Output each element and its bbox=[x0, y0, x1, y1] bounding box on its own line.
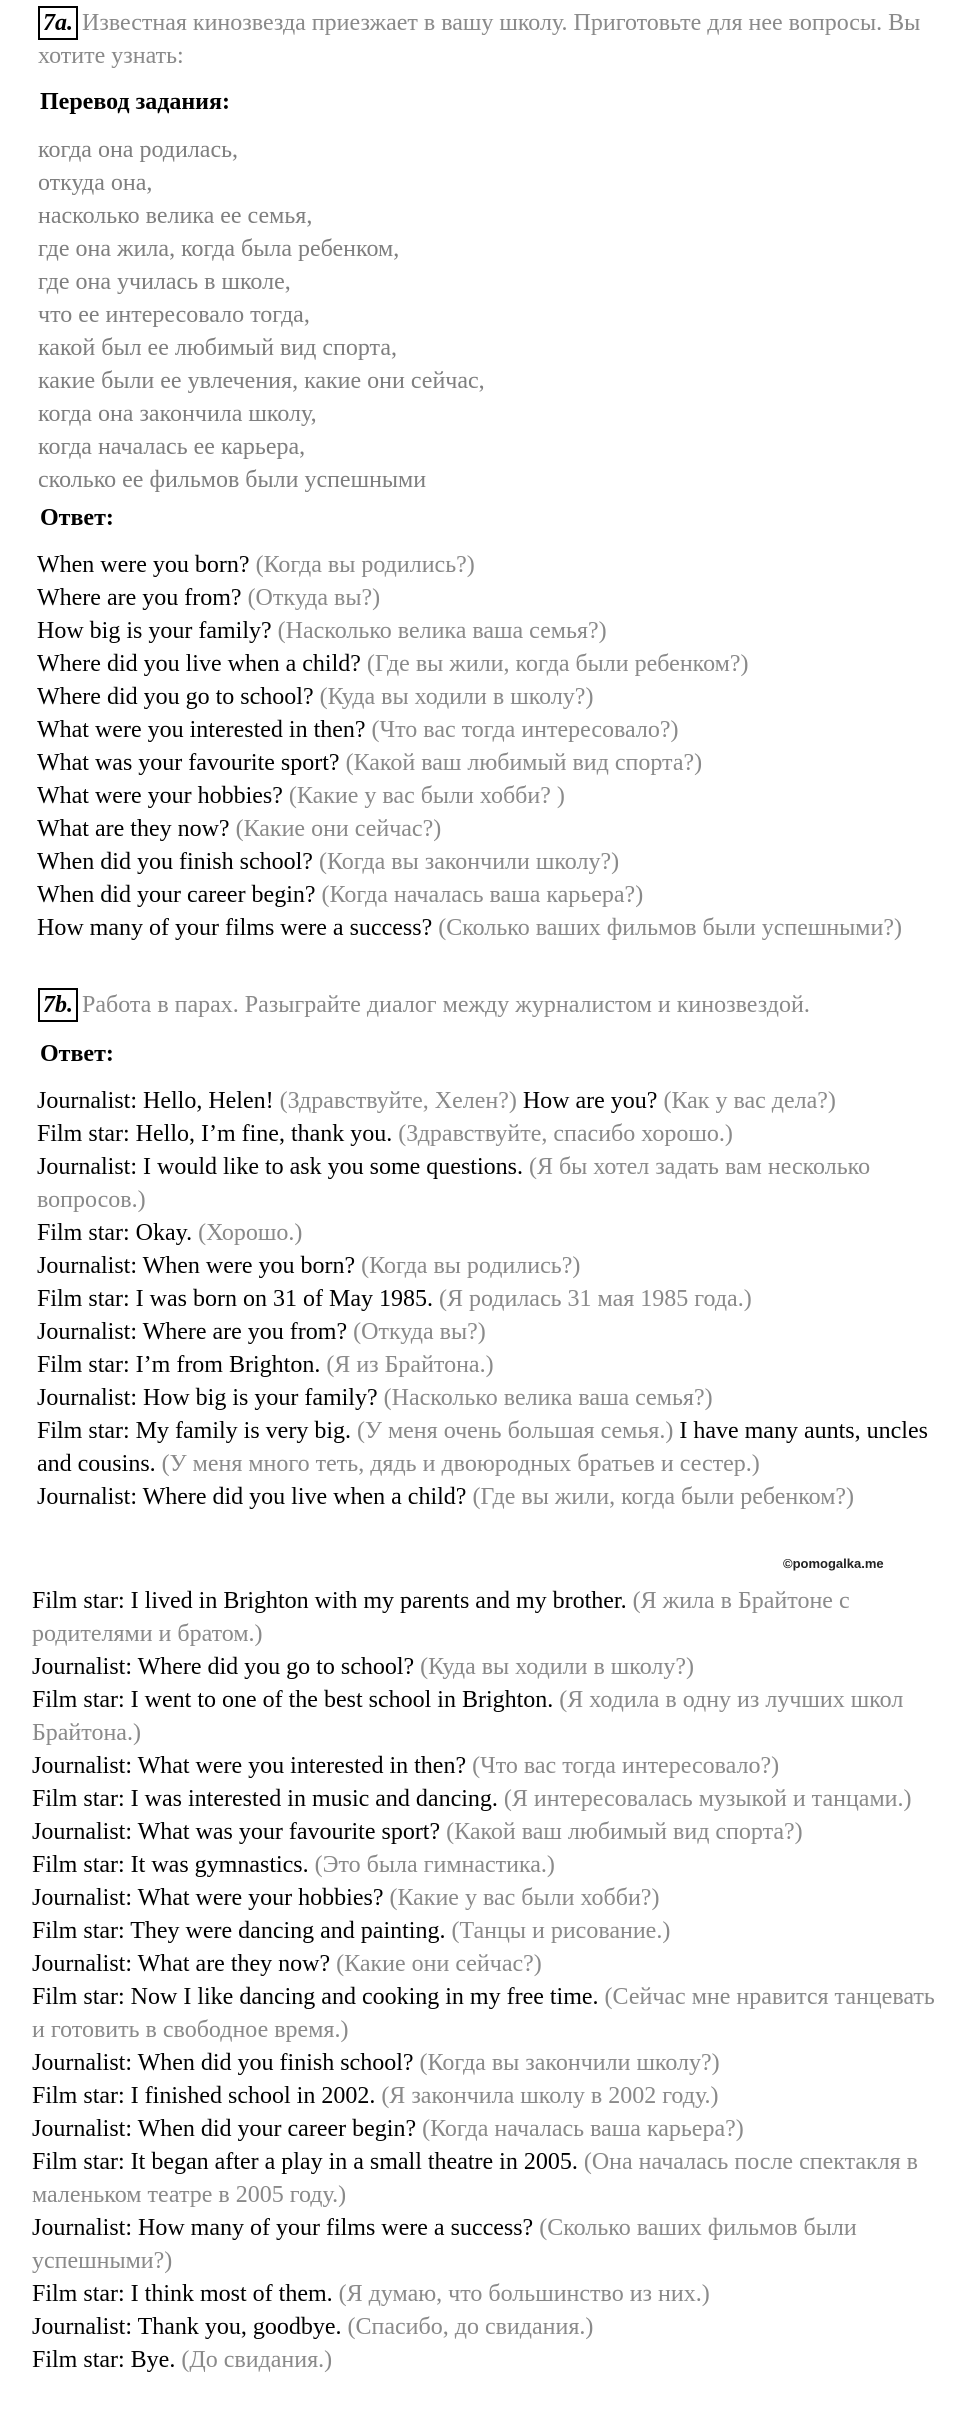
task-7b-header bbox=[38, 988, 938, 1022]
dialogue-line bbox=[32, 1981, 937, 2047]
answer-line bbox=[37, 714, 917, 747]
russian-translation: (Когда вы закончили школу?) bbox=[413, 2050, 720, 2076]
russian-translation: (Какие у вас были хобби? ) bbox=[282, 783, 565, 809]
dialogue-line bbox=[37, 1349, 937, 1382]
answer-line bbox=[37, 549, 917, 582]
english-text: Journalist: Where did you live when a child? bbox=[37, 1484, 467, 1510]
russian-translation: (Откуда вы?) bbox=[241, 585, 381, 611]
dialogue-line bbox=[32, 1816, 937, 1849]
dialogue-part-1 bbox=[37, 1085, 937, 1514]
english-text: When were you born? bbox=[37, 552, 250, 578]
dialogue-line bbox=[32, 2080, 937, 2113]
translation-item: когда она закончила школу, bbox=[38, 401, 317, 427]
translation-item: где она училась в школе, bbox=[38, 269, 291, 295]
translation-item: что ее интересовало тогда, bbox=[38, 302, 310, 328]
task-7b-text: Работа в парах. Разыграйте диалог между журналистом и кинозвездой. bbox=[82, 992, 810, 1018]
russian-translation: (Она началась после спектакля в маленьком театре в 2005 году.) bbox=[32, 2149, 919, 2208]
english-text: Film star: Bye. bbox=[32, 2347, 176, 2373]
russian-translation: (Это была гимнастика.) bbox=[308, 1852, 555, 1878]
english-text: Where did you go to school? bbox=[37, 684, 314, 710]
english-text: What are they now? bbox=[37, 816, 230, 842]
russian-translation: (Какой ваш любимый вид спорта?) bbox=[440, 1819, 803, 1845]
dialogue-line bbox=[32, 1882, 937, 1915]
english-text: Journalist: What was your favourite sport? bbox=[32, 1819, 441, 1845]
answer-line bbox=[37, 813, 917, 846]
russian-translation: (Какой ваш любимый вид спорта?) bbox=[339, 750, 703, 776]
task-7a-number: 7a. bbox=[38, 6, 78, 40]
russian-translation: (Как у вас дела?) bbox=[657, 1088, 836, 1114]
english-text: Where did you live when a child? bbox=[37, 651, 361, 677]
dialogue-line bbox=[32, 1585, 937, 1651]
translation-item: какой был ее любимый вид спорта, bbox=[38, 335, 397, 361]
dialogue-line bbox=[32, 1750, 937, 1783]
english-text: When did you finish school? bbox=[37, 849, 313, 875]
dialogue-line bbox=[32, 2278, 937, 2311]
russian-translation: (Я интересовалась музыкой и танцами.) bbox=[497, 1786, 912, 1812]
dialogue-line bbox=[37, 1118, 937, 1151]
russian-translation: (Сейчас мне нравится танцевать и готовить в свободное время.) bbox=[32, 1984, 935, 2043]
english-text: Journalist: Hello, Helen! bbox=[37, 1088, 274, 1114]
answer-line bbox=[37, 846, 917, 879]
translation-item: какие были ее увлечения, какие они сейчас, bbox=[38, 368, 485, 394]
english-text: What were you interested in then? bbox=[37, 717, 366, 743]
russian-translation: (У меня много теть, дядь и двоюродных братьев и сестер.) bbox=[155, 1451, 760, 1477]
watermark: ©pomogalka.me bbox=[783, 1556, 884, 1571]
dialogue-line bbox=[37, 1217, 937, 1250]
russian-translation: (Что вас тогда интересовало?) bbox=[365, 717, 679, 743]
russian-translation: (Когда вы родились?) bbox=[355, 1253, 581, 1279]
english-text: Journalist: Where are you from? bbox=[37, 1319, 348, 1345]
dialogue-line bbox=[32, 1948, 937, 1981]
russian-translation: (Я закончила школу в 2002 году.) bbox=[375, 2083, 719, 2109]
english-text: Journalist: When were you born? bbox=[37, 1253, 356, 1279]
dialogue-line bbox=[37, 1151, 937, 1217]
dialogue-line bbox=[32, 2113, 937, 2146]
translation-item: насколько велика ее семья, bbox=[38, 203, 313, 229]
english-text: Film star: They were dancing and painting. bbox=[32, 1918, 446, 1944]
dialogue-line bbox=[37, 1481, 937, 1514]
english-text: Journalist: Where did you go to school? bbox=[32, 1654, 415, 1680]
translation-item: где она жила, когда была ребенком, bbox=[38, 236, 400, 262]
english-text: Film star: I went to one of the best school in Brighton. bbox=[32, 1687, 554, 1713]
dialogue-line bbox=[32, 2311, 937, 2344]
dialogue-line bbox=[32, 2146, 937, 2212]
dialogue-line bbox=[32, 1915, 937, 1948]
english-text: Film star: I think most of them. bbox=[32, 2281, 333, 2307]
english-text: When did your career begin? bbox=[37, 882, 316, 908]
answer-line bbox=[37, 879, 917, 912]
dialogue-line bbox=[32, 1684, 937, 1750]
english-text: Film star: It was gymnastics. bbox=[32, 1852, 309, 1878]
english-text: Film star: I’m from Brighton. bbox=[37, 1352, 321, 1378]
english-text: Journalist: What were you interested in then? bbox=[32, 1753, 467, 1779]
english-text: Journalist: When did your career begin? bbox=[32, 2116, 417, 2142]
russian-translation: (Я жила в Брайтоне с родителями и братом.) bbox=[32, 1588, 850, 1647]
russian-translation: (Когда началась ваша карьера?) bbox=[416, 2116, 744, 2142]
russian-translation: (Когда началась ваша карьера?) bbox=[315, 882, 644, 908]
russian-translation: (Когда вы закончили школу?) bbox=[312, 849, 620, 875]
translation-list bbox=[38, 134, 918, 497]
task-7a-text: Известная кинозвезда приезжает в вашу школу. Приготовьте для нее вопросы. Вы хотите узнать: bbox=[38, 10, 921, 69]
answer-line bbox=[37, 747, 917, 780]
dialogue-line bbox=[32, 2047, 937, 2080]
russian-translation: (Хорошо.) bbox=[192, 1220, 303, 1246]
answer-7b-heading: Ответ: bbox=[40, 1041, 114, 1067]
english-text: Film star: Okay. bbox=[37, 1220, 193, 1246]
dialogue-line bbox=[37, 1415, 937, 1481]
russian-translation: (Я бы хотел задать вам несколько вопросов.) bbox=[37, 1154, 871, 1213]
answer-line bbox=[37, 648, 917, 681]
russian-translation: (У меня очень большая семья.) bbox=[350, 1418, 674, 1444]
answer-line bbox=[37, 780, 917, 813]
russian-translation: (Я родилась 31 мая 1985 года.) bbox=[432, 1286, 752, 1312]
answer-7a-heading: Ответ: bbox=[40, 505, 114, 531]
russian-translation: (До свидания.) bbox=[175, 2347, 333, 2373]
russian-translation: (Какие у вас были хобби?) bbox=[383, 1885, 660, 1911]
answer-line bbox=[37, 615, 917, 648]
dialogue-line bbox=[32, 1651, 937, 1684]
russian-translation: (Сколько ваших фильмов были успешными?) bbox=[32, 2215, 857, 2274]
russian-translation: (Я из Брайтона.) bbox=[320, 1352, 494, 1378]
russian-translation: (Какие они сейчас?) bbox=[229, 816, 442, 842]
dialogue-part-2 bbox=[32, 1585, 937, 2377]
russian-translation: (Здравствуйте, Хелен?) bbox=[273, 1088, 517, 1114]
dialogue-line bbox=[32, 1849, 937, 1882]
english-text: How many of your films were a success? bbox=[37, 915, 433, 941]
english-text: Journalist: What are they now? bbox=[32, 1951, 331, 1977]
russian-translation: (Какие они сейчас?) bbox=[330, 1951, 542, 1977]
russian-translation: (Куда вы ходили в школу?) bbox=[313, 684, 594, 710]
english-text: Film star: Now I like dancing and cooking in my free time. bbox=[32, 1984, 599, 2010]
answer-line bbox=[37, 582, 917, 615]
answer-line bbox=[37, 681, 917, 714]
translation-item: откуда она, bbox=[38, 170, 153, 196]
dialogue-line bbox=[37, 1085, 937, 1118]
russian-translation: (Где вы жили, когда были ребенком?) bbox=[360, 651, 749, 677]
dialogue-line bbox=[37, 1316, 937, 1349]
russian-translation: (Куда вы ходили в школу?) bbox=[414, 1654, 695, 1680]
english-text: Journalist: How big is your family? bbox=[37, 1385, 378, 1411]
english-text: I have many aunts, uncles and cousins. bbox=[37, 1418, 928, 1477]
russian-translation: (Сколько ваших фильмов были успешными?) bbox=[432, 915, 902, 941]
russian-translation: (Здравствуйте, спасибо хорошо.) bbox=[392, 1121, 733, 1147]
russian-translation: (Что вас тогда интересовало?) bbox=[466, 1753, 780, 1779]
russian-translation: (Я думаю, что большинство из них.) bbox=[332, 2281, 710, 2307]
dialogue-line bbox=[32, 2344, 937, 2377]
dialogue-line bbox=[37, 1382, 937, 1415]
task-7b-number: 7b. bbox=[38, 988, 78, 1022]
answer-7a-list bbox=[37, 549, 917, 945]
russian-translation: (Спасибо, до свидания.) bbox=[341, 2314, 594, 2340]
russian-translation: (Откуда вы?) bbox=[347, 1319, 486, 1345]
russian-translation: (Я ходила в одну из лучших школ Брайтона.) bbox=[32, 1687, 904, 1746]
english-text: How are you? bbox=[516, 1088, 658, 1114]
translation-heading: Перевод задания: bbox=[40, 89, 230, 115]
russian-translation: (Танцы и рисование.) bbox=[445, 1918, 671, 1944]
english-text: Film star: My family is very big. bbox=[37, 1418, 351, 1444]
english-text: Film star: Hello, I’m fine, thank you. bbox=[37, 1121, 393, 1147]
english-text: Journalist: What were your hobbies? bbox=[32, 1885, 384, 1911]
english-text: What was your favourite sport? bbox=[37, 750, 340, 776]
english-text: Journalist: When did you finish school? bbox=[32, 2050, 414, 2076]
english-text: Journalist: Thank you, goodbye. bbox=[32, 2314, 342, 2340]
dialogue-line bbox=[37, 1250, 937, 1283]
russian-translation: (Насколько велика ваша семья?) bbox=[377, 1385, 713, 1411]
english-text: Film star: I finished school in 2002. bbox=[32, 2083, 376, 2109]
english-text: What were your hobbies? bbox=[37, 783, 283, 809]
english-text: Film star: I lived in Brighton with my parents and my brother. bbox=[32, 1588, 627, 1614]
russian-translation: (Где вы жили, когда были ребенком?) bbox=[466, 1484, 855, 1510]
dialogue-line bbox=[32, 1783, 937, 1816]
task-7a-header bbox=[38, 6, 938, 73]
english-text: Journalist: How many of your films were a success? bbox=[32, 2215, 534, 2241]
english-text: How big is your family? bbox=[37, 618, 272, 644]
russian-translation: (Насколько велика ваша семья?) bbox=[271, 618, 607, 644]
english-text: Film star: It began after a play in a small theatre in 2005. bbox=[32, 2149, 578, 2175]
russian-translation: (Когда вы родились?) bbox=[249, 552, 475, 578]
english-text: Where are you from? bbox=[37, 585, 242, 611]
dialogue-line bbox=[32, 2212, 937, 2278]
dialogue-line bbox=[37, 1283, 937, 1316]
translation-item: когда она родилась, bbox=[38, 137, 239, 163]
translation-item: сколько ее фильмов были успешными bbox=[38, 467, 427, 493]
english-text: Film star: I was interested in music and dancing. bbox=[32, 1786, 498, 1812]
english-text: Film star: I was born on 31 of May 1985. bbox=[37, 1286, 433, 1312]
english-text: Journalist: I would like to ask you some questions. bbox=[37, 1154, 523, 1180]
answer-line bbox=[37, 912, 917, 945]
translation-item: когда началась ее карьера, bbox=[38, 434, 306, 460]
